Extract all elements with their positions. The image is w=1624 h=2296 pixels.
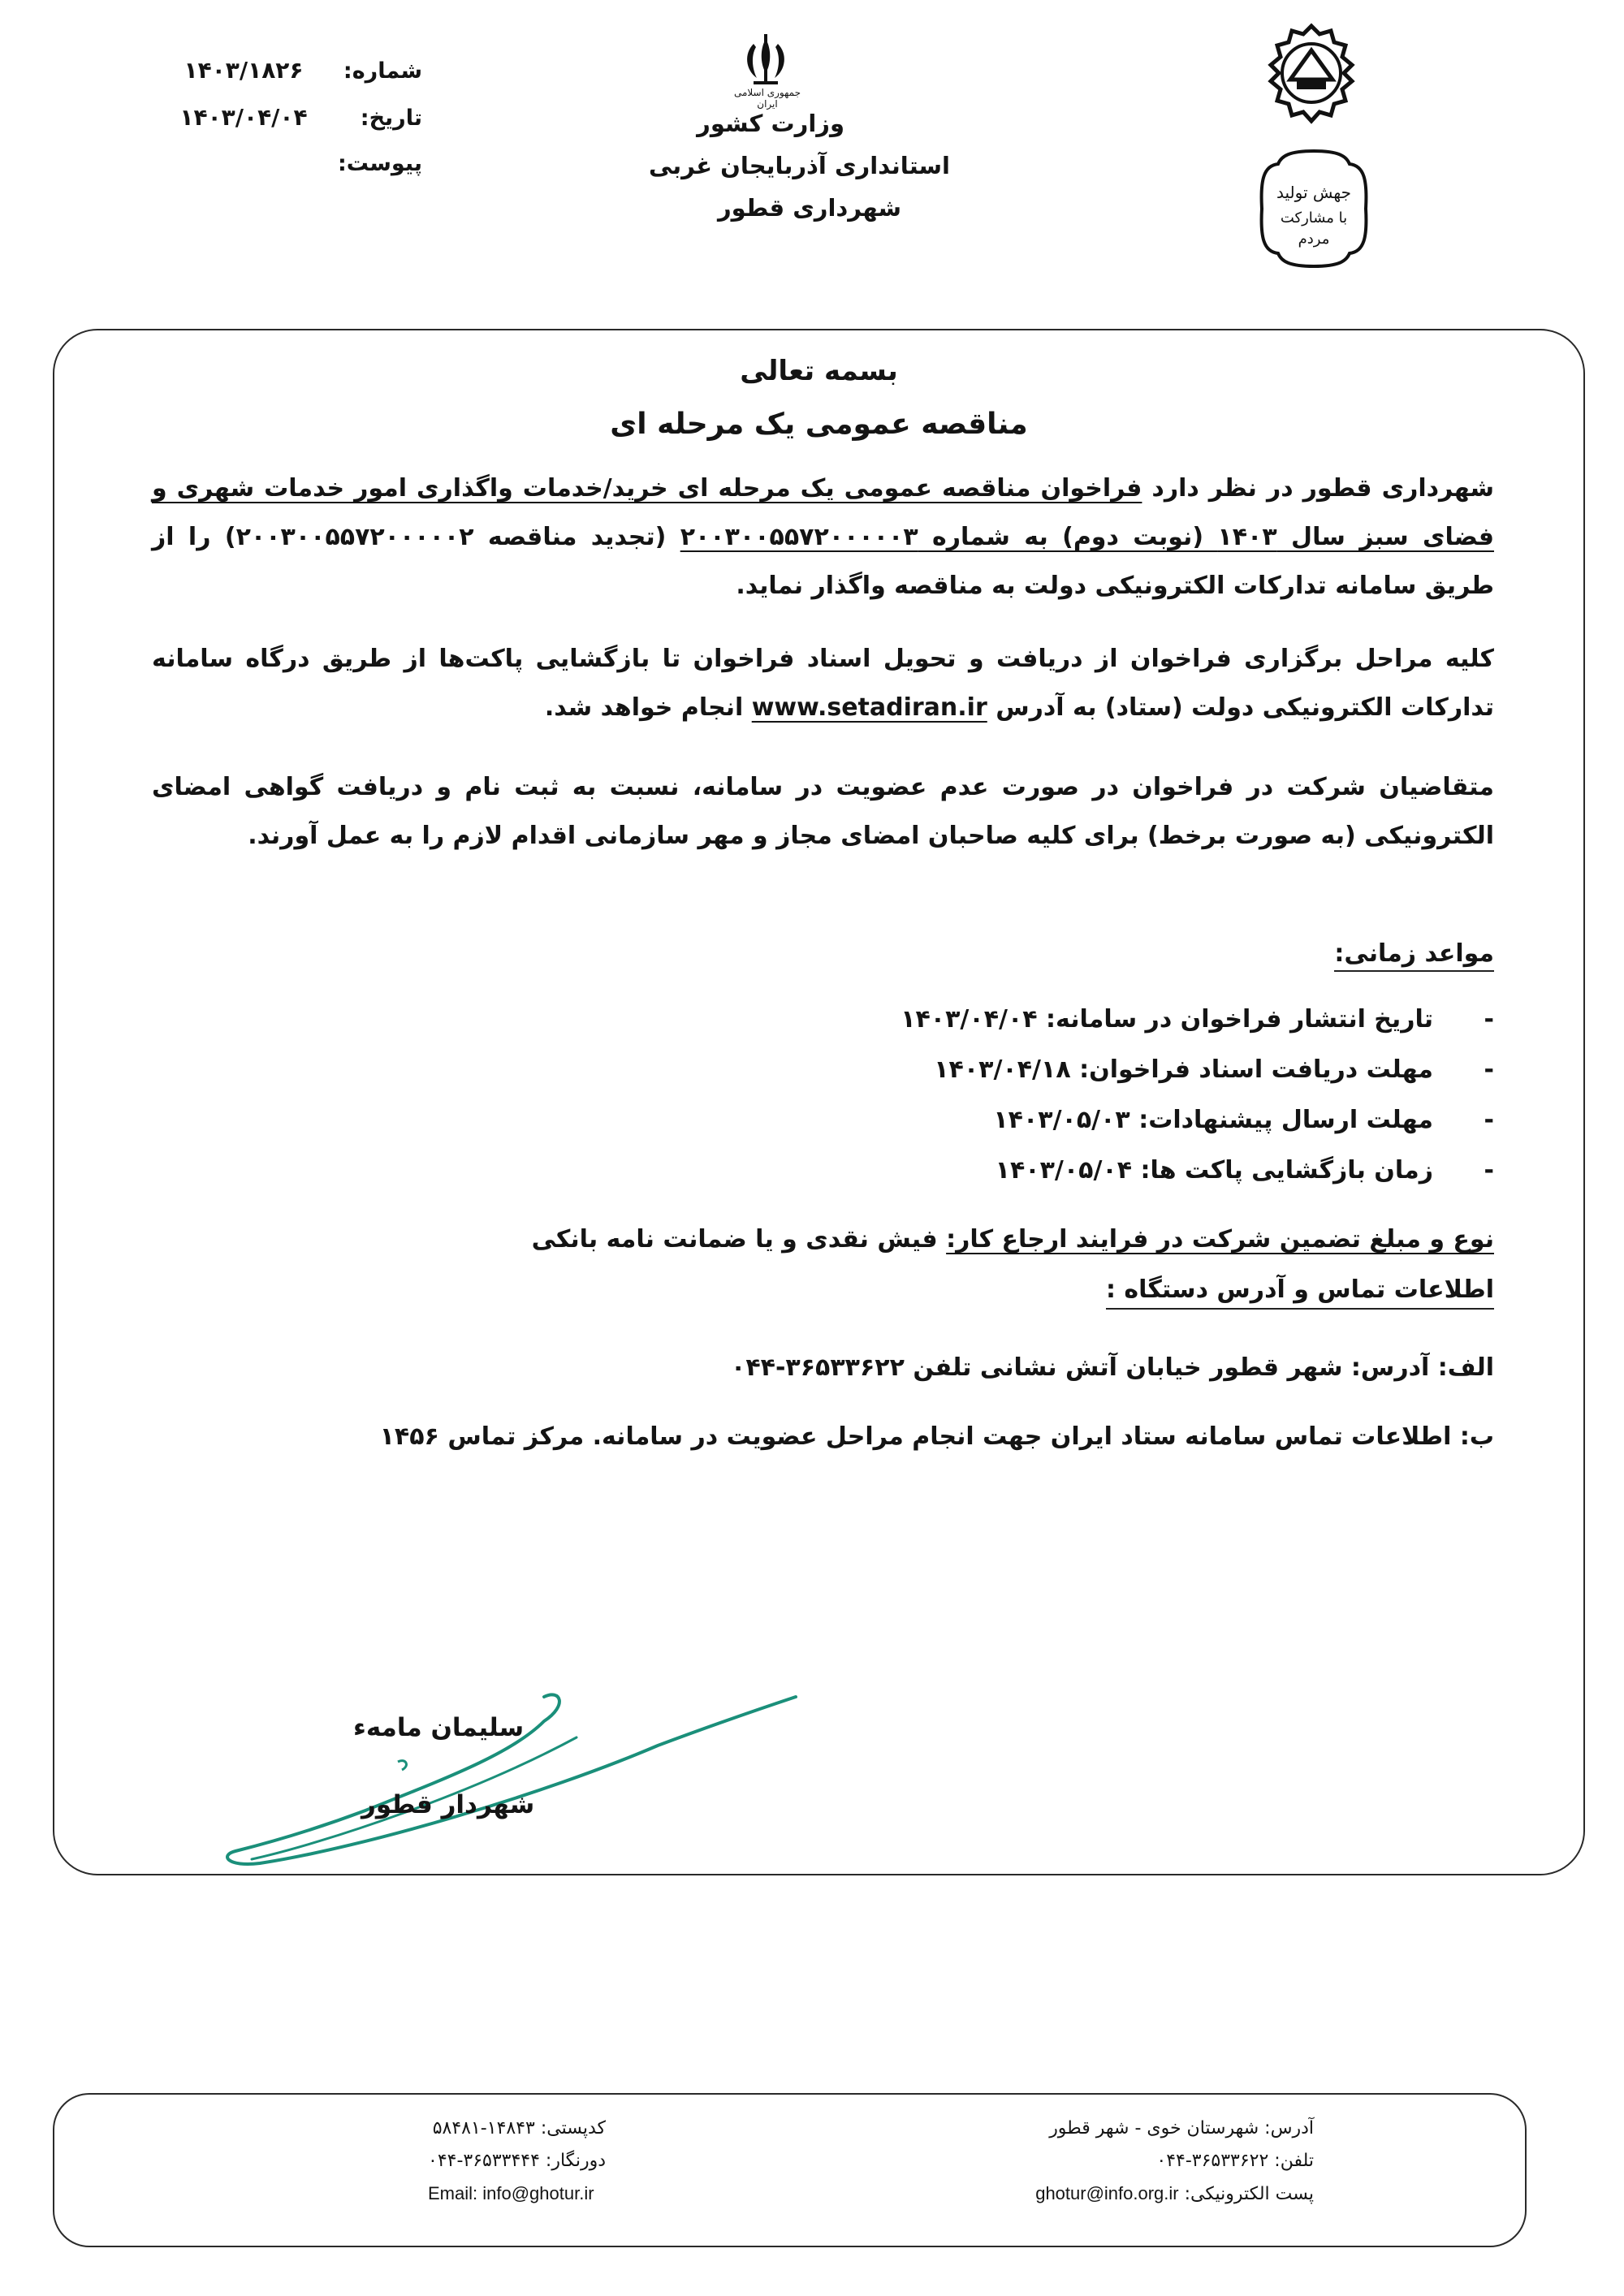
footer-left: [428, 2113, 606, 2210]
applicants-paragraph: متقاضیان شرکت در فراخوان در صورت عدم عضویت در سامانه، نسبت به ثبت نام و دریافت گواهی امضای الکترونیکی (به صورت برخط) برای کلیه صاحبان امضای مجاز و مهر سازمانی اقدام لازم را به عمل آورند.: [152, 773, 1494, 850]
intro-suffix: (تجدید مناقصه ۲۰۰۳۰۰۵۵۷۲۰۰۰۰۰۲) را از طریق سامانه تدارکات الکترونیکی دولت به مناقصه واگذار نماید.: [152, 523, 1494, 600]
intro-underlined: فراخوان مناقصه عمومی یک مرحله ای خرید/خدمات واگذاری امور خدمات شهری و فضای سبز سال ۱۴۰۳ (نوبت دوم) به شماره ۲۰۰۳۰۰۵۵۷۲۰۰۰۰۰۳: [152, 474, 1494, 551]
guarantee-label: نوع و مبلغ تضمین شرکت در فرایند ارجاع کار:: [946, 1225, 1494, 1254]
ref-number-label: شماره:: [343, 58, 422, 84]
svg-text:مردم: مردم: [1298, 231, 1330, 248]
footer-email-value[interactable]: ghotur@info.org.ir: [1035, 2183, 1179, 2203]
address-line: الف: آدرس: شهر قطور خیابان آتش نشانی تلفن ۳۶۵۳۳۶۲۲-۰۴۴: [731, 1353, 1494, 1382]
letter-body: [152, 464, 1494, 1461]
setadiran-link[interactable]: www.setadiran.ir: [751, 693, 987, 722]
reference-block: [146, 57, 422, 198]
footer-postal-code: کدپستی: ۱۴۸۴۳-۵۸۴۸۱: [432, 2118, 606, 2138]
footer-frame: [53, 2093, 1527, 2247]
governorate-name: استانداری آذربایجان غربی: [648, 152, 950, 179]
signatory-title: شهردار قطور: [361, 1790, 535, 1819]
issuer-block: [609, 110, 950, 222]
svg-text:با مشارکت: با مشارکت: [1280, 209, 1348, 227]
attachment-label: پیوست:: [337, 151, 422, 176]
municipality-logo-icon: [1261, 23, 1363, 124]
footer-fax: دورنگار: ۳۶۵۳۳۴۴۴-۰۴۴: [428, 2151, 606, 2171]
signatory-name: سلیمان مامهء: [353, 1713, 525, 1742]
footer-phone: تلفن: ۳۶۵۳۳۶۲۲-۰۴۴: [1156, 2151, 1314, 2171]
process-suffix: انجام خواهد شد.: [544, 693, 752, 722]
schedule-item: - تاریخ انتشار فراخوان در سامانه: ۱۴۰۳/۰۴/۰۴: [152, 995, 1433, 1045]
guarantee-line: [152, 1215, 1494, 1264]
portal-contact-line: ب: اطلاعات تماس سامانه ستاد ایران جهت انجام مراحل عضویت در سامانه. مرکز تماس ۱۴۵۶: [379, 1422, 1494, 1451]
process-prefix: کلیه مراحل برگزاری فراخوان از دریافت و تحویل اسناد فراخوان تا بازگشایی پاکت‌ها از طریق درگاه سامانه تدارکات الکترونیکی دولت (ستاد) به آدرس: [152, 645, 1494, 722]
attachment-row: [146, 151, 422, 198]
intro-prefix: شهرداری قطور در نظر دارد: [1142, 474, 1494, 503]
production-seal-icon: [1257, 148, 1371, 270]
svg-text:جهش تولید: جهش تولید: [1276, 183, 1351, 202]
schedule-list: [152, 995, 1494, 1196]
schedule-item: - مهلت ارسال پیشنهادات: ۱۴۰۳/۰۵/۰۳: [152, 1095, 1433, 1146]
ref-number-row: [146, 57, 422, 104]
emblem-caption: جمهوری اسلامی ایران: [733, 87, 801, 110]
contact-title: اطلاعات تماس و آدرس دستگاه :: [1106, 1272, 1494, 1310]
main-content: [54, 330, 1583, 1874]
schedule-item: - مهلت دریافت اسناد فراخوان: ۱۴۰۳/۰۴/۱۸: [152, 1045, 1433, 1095]
handwritten-signature-icon: [203, 1656, 820, 1892]
ref-number-value: ۱۴۰۳/۱۸۲۶: [184, 57, 304, 84]
intro-paragraph: [152, 464, 1494, 611]
footer-email-row: [1035, 2177, 1314, 2211]
date-row: [146, 104, 422, 151]
date-value: ۱۴۰۳/۰۴/۰۴: [179, 104, 308, 131]
footer-email-label: پست الکترونیکی:: [1184, 2184, 1314, 2204]
footer-right: [1035, 2113, 1314, 2211]
municipality-name: شهرداری قطور: [717, 194, 901, 222]
guarantee-value: فیش نقدی و یا ضمانت نامه بانکی: [531, 1225, 947, 1254]
ministry-name: وزارت کشور: [697, 110, 844, 137]
main-frame: [53, 329, 1585, 1875]
process-paragraph: [152, 635, 1494, 732]
heading-basmala: بسمه تعالی: [740, 355, 898, 387]
date-label: تاریخ:: [360, 106, 422, 131]
iran-emblem-icon: [729, 32, 802, 89]
schedule-item: - زمان بازگشایی پاکت ها: ۱۴۰۳/۰۵/۰۴: [152, 1146, 1433, 1196]
footer-address: آدرس: شهرستان خوی - شهر قطور: [1049, 2118, 1314, 2138]
schedule-section: [152, 930, 1494, 1196]
schedule-title: مواعد زمانی:: [1334, 938, 1494, 972]
footer-email-left[interactable]: Email: info@ghotur.ir: [428, 2183, 594, 2203]
heading-tender-title: مناقصه عمومی یک مرحله ای: [610, 408, 1028, 441]
